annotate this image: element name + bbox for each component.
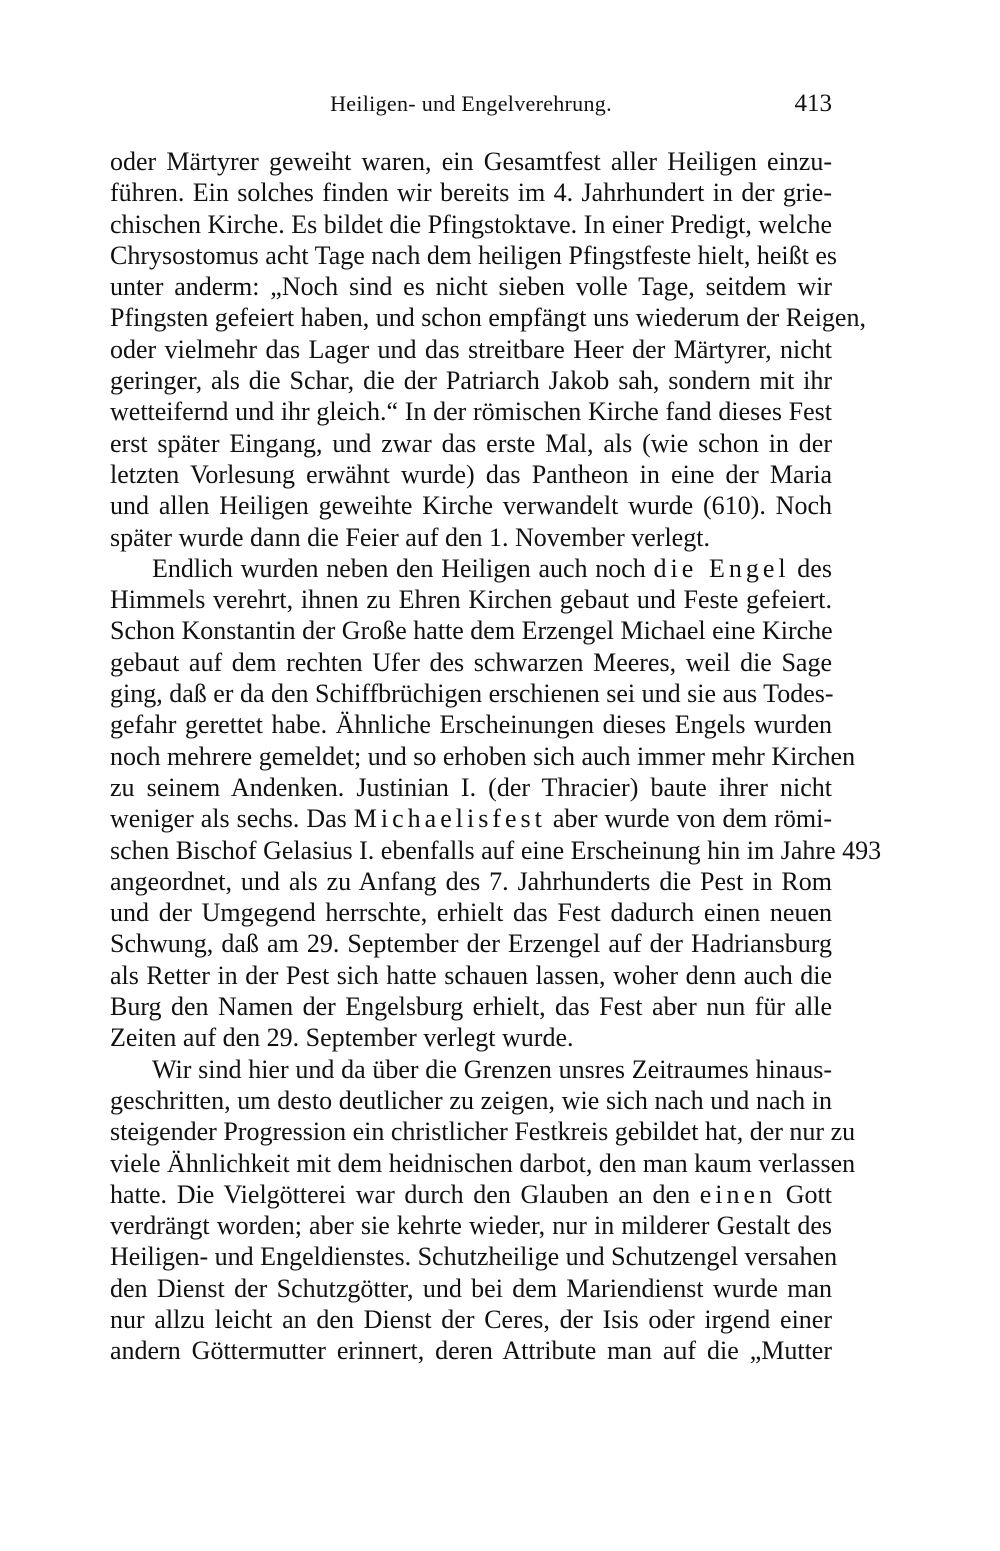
text-line: Pfingsten gefeiert haben, und schon empfängt uns wiederum der Reigen, (110, 303, 866, 333)
text-line: viele Ähnlichkeit mit dem heidnischen darbot, den man kaum verlassen (110, 1148, 856, 1178)
text-line: oder Märtyrer geweiht waren, ein Gesamtfest aller Heiligen einzu- (110, 147, 832, 176)
text-line: ging, daß er da den Schiffbrüchigen erschienen sei und sie aus Todes- (110, 679, 834, 709)
text-line: geschritten, um desto deutlicher zu zeigen, wie sich nach und nach in (110, 1085, 832, 1115)
text-line: führen. Ein solches finden wir bereits im 4. Jahrhundert in der grie- (110, 178, 832, 208)
text-line: gebaut auf dem rechten Ufer des schwarzen Meeres, weil die Sage (110, 647, 832, 677)
text-line: erst später Eingang, und zwar das erste Mal, als (wie schon in der (110, 428, 832, 458)
text-line: hatte. Die Vielgötterei war durch den Glauben an den einen Gott (110, 1179, 832, 1209)
text-line: andern Göttermutter erinnert, deren Attribute man auf die „Mutter (110, 1336, 832, 1366)
emphasized-word: Michaelisfest (353, 804, 546, 834)
text-line: schen Bischof Gelasius I. ebenfalls auf eine Erscheinung hin im Jahre 493 (110, 835, 882, 865)
emphasized-word: einen (699, 1179, 777, 1209)
text-line: Heiligen- und Engeldienstes. Schutzheilige und Schutzengel versahen (110, 1242, 838, 1272)
text-line: weniger als sechs. Das Michaelisfest aber wurde von dem römi- (110, 804, 832, 834)
text-line: Endlich wurden neben den Heiligen auch noch die Engel des (152, 553, 832, 583)
text-line: noch mehrere gemeldet; und so erhoben sich auch immer mehr Kirchen (110, 741, 856, 771)
text-line: Schwung, daß am 29. September der Erzengel auf der Hadriansburg (110, 929, 832, 959)
page-number: 413 (794, 90, 832, 117)
text-line: Chrysostomus acht Tage nach dem heiligen Pfingstfeste hielt, heißt es (110, 240, 837, 270)
text-line: und der Umgegend herrschte, erhielt das Fest dadurch einen neuen (110, 898, 832, 928)
text-line: später wurde dann die Feier auf den 1. November verlegt. (110, 522, 710, 552)
text-line: nur allzu leicht an den Dienst der Ceres, der Isis oder irgend einer (110, 1304, 832, 1334)
body-text (110, 146, 882, 1367)
text-line: unter anderm: „Noch sind es nicht sieben volle Tage, seitdem wir (110, 272, 832, 302)
text-line: Burg den Namen der Engelsburg erhielt, das Fest aber nun für alle (110, 992, 832, 1022)
text-line: angeordnet, und als zu Anfang des 7. Jahrhunderts die Pest in Rom (110, 866, 832, 896)
page-header (110, 84, 832, 124)
text-line: als Retter in der Pest sich hatte schauen lassen, woher denn auch die (110, 960, 832, 990)
text-line: Himmels verehrt, ihnen zu Ehren Kirchen gebaut und Feste gefeiert. (110, 585, 832, 615)
text-line: und allen Heiligen geweihte Kirche verwandelt wurde (610). Noch (110, 491, 832, 521)
running-head: Heiligen- und Engelverehrung. (330, 91, 612, 116)
text-line: Schon Konstantin der Große hatte dem Erzengel Michael eine Kirche (110, 616, 833, 646)
text-line: gefahr gerettet habe. Ähnliche Erscheinungen dieses Engels wurden (110, 710, 832, 740)
text-line: steigender Progression ein christlicher Festkreis gebildet hat, der nur zu (110, 1117, 856, 1147)
text-line: den Dienst der Schutzgötter, und bei dem Mariendienst wurde man (110, 1273, 832, 1303)
text-line: chischen Kirche. Es bildet die Pfingstoktave. In einer Predigt, welche (110, 209, 833, 239)
text-line: Zeiten auf den 29. September verlegt wurde. (110, 1023, 574, 1053)
text-line: verdrängt worden; aber sie kehrte wieder, nur in milderer Gestalt des (110, 1211, 832, 1241)
text-line: geringer, als die Schar, die der Patriarch Jakob sah, sondern mit ihr (110, 366, 832, 396)
text-line: letzten Vorlesung erwähnt wurde) das Pantheon in eine der Maria (110, 459, 832, 489)
text-line: wetteifernd und ihr gleich.“ In der römischen Kirche fand dieses Fest (110, 397, 832, 427)
text-line: Wir sind hier und da über die Grenzen unsres Zeitraumes hinaus- (152, 1054, 832, 1084)
text-line: zu seinem Andenken. Justinian I. (der Thracier) baute ihrer nicht (110, 772, 832, 802)
text-line: oder vielmehr das Lager und das streitbare Heer der Märtyrer, nicht (110, 334, 832, 364)
emphasized-word: die Engel (653, 553, 790, 583)
